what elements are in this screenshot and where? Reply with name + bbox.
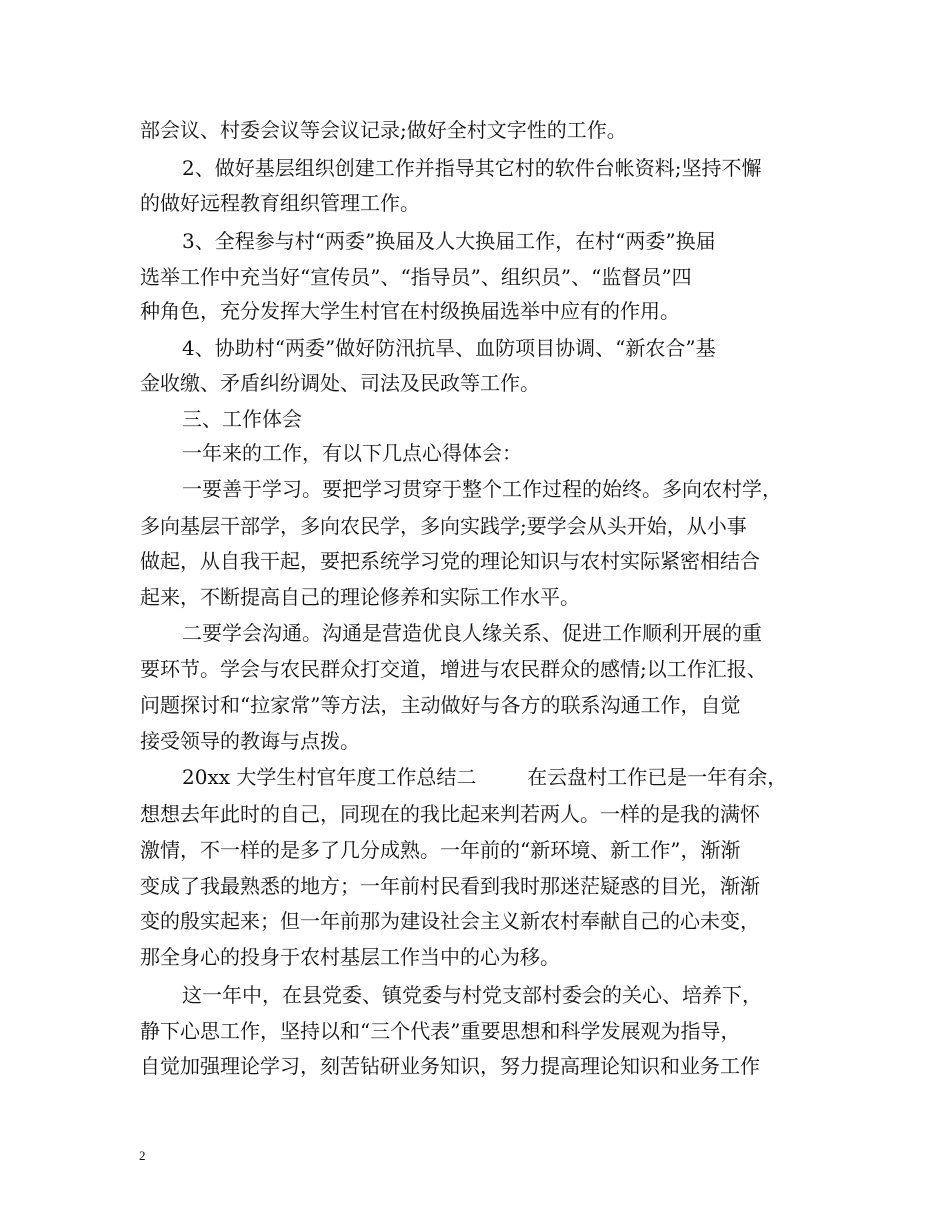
text-line: 这一年中，在县党委、镇党委与村党支部村委会的关心、培养下， (182, 983, 762, 1007)
text-line: 问题探讨和“拉家常”等方法，主动做好与各方的联系沟通工作，自觉 (140, 693, 741, 717)
section-heading: 三、工作体会 (182, 407, 302, 431)
text-line: 一要善于学习。要把学习贯穿于整个工作过程的始终。多向农村学， (182, 477, 782, 501)
text-line: 4、协助村“两委”做好防汛抗旱、血防项目协调、“新农合”基 (182, 336, 716, 360)
text-line: 选举工作中充当好“宣传员”、“指导员”、组织员”、“监督员”四 (140, 265, 692, 289)
text-line: 激情，不一样的是多了几分成熟。一年前的“新环境、新工作”，渐渐 (140, 838, 741, 862)
text-line: 多向基层干部学，多向农民学，多向实践学;要学会从头开始，从小事 (140, 514, 747, 538)
text-line: 的做好远程教育组织管理工作。 (140, 191, 420, 215)
text-line: 做起，从自我干起，要把系统学习党的理论知识与农村实际紧密相结合 (140, 549, 760, 573)
text-line: 金收缴、矛盾纠纷调处、司法及民政等工作。 (140, 371, 540, 395)
text-line: 20xx 大学生村官年度工作总结二 在云盘村工作已是一年有余， (182, 765, 788, 789)
text-line: 那全身心的投身于农村基层工作当中的心为移。 (140, 945, 560, 969)
text-line: 种角色，充分发挥大学生村官在村级换届选举中应有的作用。 (140, 299, 680, 323)
text-line: 部会议、村委会议等会议记录;做好全村文字性的工作。 (140, 118, 627, 142)
page-number: 2 (139, 1148, 146, 1163)
text-line: 想想去年此时的自己，同现在的我比起来判若两人。一样的是我的满怀 (140, 802, 760, 826)
text-line: 一年来的工作，有以下几点心得体会： (182, 441, 522, 465)
text-line: 变成了我最熟悉的地方；一年前村民看到我时那迷茫疑惑的目光，渐渐 (140, 874, 760, 898)
text-line: 自觉加强理论学习，刻苦钻研业务知识，努力提高理论知识和业务工作 (140, 1054, 760, 1078)
text-line: 要环节。学会与农民群众打交道，增进与农民群众的感情;以工作汇报、 (140, 657, 767, 681)
text-line: 2、做好基层组织创建工作并指导其它村的软件台帐资料;坚持不懈 (182, 156, 762, 180)
text-line: 3、全程参与村“两委”换届及人大换届工作，在村“两委”换届 (182, 229, 716, 253)
text-line: 二要学会沟通。沟通是营造优良人缘关系、促进工作顺利开展的重 (182, 621, 762, 645)
text-line: 接受领导的教诲与点拨。 (140, 729, 360, 753)
text-line: 静下心思工作，坚持以和“三个代表”重要思想和科学发展观为指导， (140, 1019, 741, 1043)
text-line: 变的殷实起来；但一年前那为建设社会主义新农村奉献自己的心未变， (140, 909, 760, 933)
text-line: 起来，不断提高自己的理论修养和实际工作水平。 (140, 585, 580, 609)
